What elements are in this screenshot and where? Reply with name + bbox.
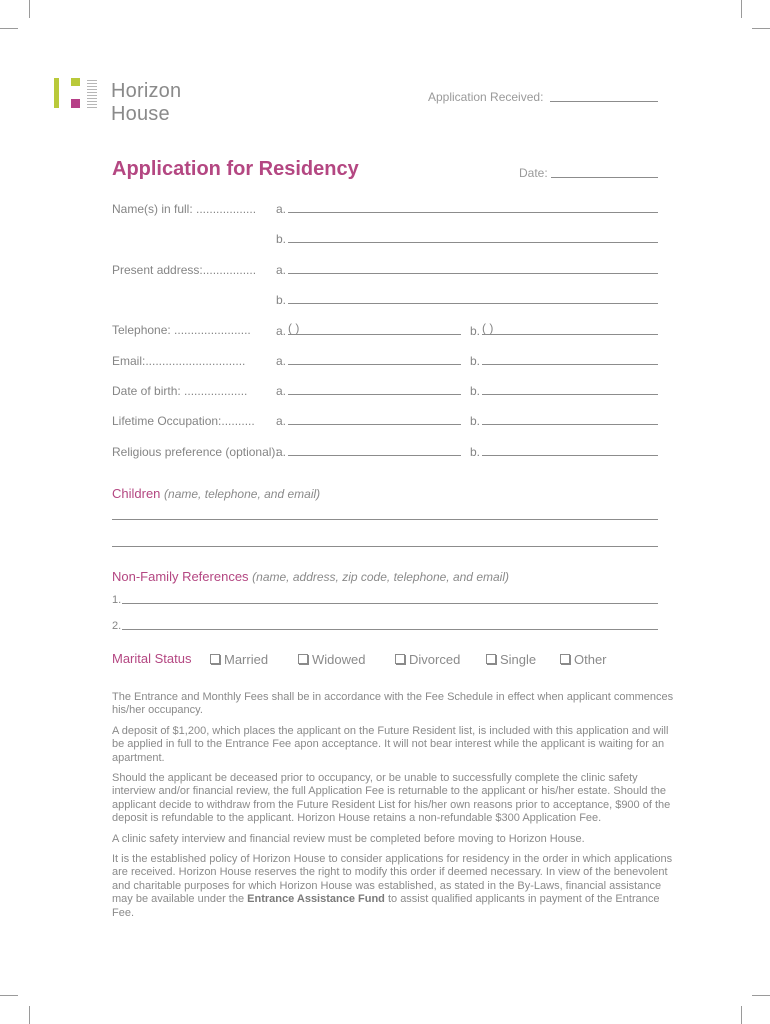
- religious-b-label: b.: [470, 445, 481, 459]
- email-a-label: a.: [276, 354, 287, 368]
- email-b-label: b.: [470, 354, 481, 368]
- refund-paragraph: Should the applicant be deceased prior to occupancy, or be unable to successfully complete the clinic safety interview and/or financial review, the full Application Fee is returnable to the applicant or his/her estate. Should the applicant decide to withdraw from the Future Resident List for his/her own reasons prior to acceptance, $900 of the deposit is refundable to the applicant. Horizon House retains a non-refundable $300 Application Fee.: [112, 772, 671, 825]
- names-a-label: a.: [276, 202, 287, 216]
- policy-paragraph: [112, 853, 682, 920]
- widowed-option[interactable]: [298, 652, 365, 667]
- policy-text-end: to assist qualified applicants in payment of the Entrance Fee.: [112, 893, 660, 919]
- email-a-field[interactable]: [288, 364, 461, 365]
- occupation-a-field[interactable]: [288, 424, 461, 425]
- religious-a-field[interactable]: [288, 455, 461, 456]
- email-b-field[interactable]: [482, 364, 658, 365]
- single-option[interactable]: [486, 652, 536, 667]
- divorced-option[interactable]: [395, 652, 460, 667]
- religious-label: Religious preference (optional):: [112, 445, 279, 459]
- children-note: (name, telephone, and email): [164, 487, 321, 501]
- names-label: Name(s) in full: ..................: [112, 202, 257, 216]
- telephone-b-area-code: ( ): [482, 321, 494, 335]
- brand-name: Horizon House: [111, 80, 182, 125]
- horizon-house-logo: [52, 76, 242, 125]
- references-title: Non-Family References: [112, 569, 249, 584]
- entrance-assistance-fund: Entrance Assistance Fund: [247, 893, 385, 906]
- date-label: Date:: [519, 166, 548, 180]
- fees-paragraph: The Entrance and Monthly Fees shall be in accordance with the Fee Schedule in effect when applicant commences his/her occupancy.: [112, 691, 674, 717]
- dob-b-field[interactable]: [482, 394, 658, 395]
- logo-striped-bar: [87, 78, 97, 108]
- telephone-b-field[interactable]: [482, 334, 658, 335]
- crop-mark-bottom-right-v: [741, 1006, 742, 1024]
- other-checkbox[interactable]: [560, 654, 570, 664]
- address-a-label: a.: [276, 263, 287, 277]
- form-title: Application for Residency: [112, 158, 359, 180]
- children-title: Children: [112, 486, 161, 501]
- divorced-checkbox[interactable]: [395, 654, 405, 664]
- telephone-a-label: a.: [276, 324, 287, 338]
- crop-mark-top-left-h: [0, 28, 18, 29]
- divorced-label: Divorced: [409, 652, 461, 667]
- deposit-paragraph: A deposit of $1,200, which places the applicant on the Future Resident list, is included with this application and will be applied in full to the Entrance Fee apon acceptance. It will not bear interest while the applicant is waiting for an apartment.: [112, 725, 669, 764]
- occupation-a-label: a.: [276, 414, 287, 428]
- marital-status-label: Marital Status: [112, 651, 192, 666]
- telephone-a-area-code: ( ): [288, 321, 300, 335]
- names-b-field[interactable]: [288, 242, 658, 243]
- crop-mark-top-right-h: [752, 28, 770, 29]
- crop-mark-bottom-left-v: [29, 1006, 30, 1024]
- logo-green-square: [71, 78, 80, 86]
- widowed-label: Widowed: [312, 652, 366, 667]
- reference-1-label: 1.: [112, 594, 122, 606]
- dob-a-field[interactable]: [288, 394, 461, 395]
- dob-label: Date of birth: ...................: [112, 384, 248, 398]
- telephone-label: Telephone: .......................: [112, 323, 251, 337]
- crop-mark-top-left-v: [29, 0, 30, 18]
- widowed-checkbox[interactable]: [298, 654, 308, 664]
- religious-b-field[interactable]: [482, 455, 658, 456]
- crop-mark-bottom-right-h: [752, 995, 770, 996]
- other-option[interactable]: [560, 652, 607, 667]
- children-field-2[interactable]: [112, 546, 658, 547]
- occupation-label: Lifetime Occupation:..........: [112, 414, 255, 428]
- dob-a-label: a.: [276, 384, 287, 398]
- crop-mark-bottom-left-h: [0, 995, 18, 996]
- reference-2-field[interactable]: [122, 629, 658, 630]
- married-label: Married: [224, 652, 269, 667]
- application-received-label: Application Received:: [428, 90, 544, 104]
- date-field[interactable]: [551, 177, 658, 178]
- address-b-field[interactable]: [288, 303, 658, 304]
- email-label: Email:..............................: [112, 354, 246, 368]
- married-option[interactable]: [210, 652, 268, 667]
- names-b-label: b.: [276, 232, 287, 246]
- dob-b-label: b.: [470, 384, 481, 398]
- single-checkbox[interactable]: [486, 654, 496, 664]
- occupation-b-label: b.: [470, 414, 481, 428]
- logo-magenta-square: [71, 99, 80, 108]
- married-checkbox[interactable]: [210, 654, 220, 664]
- present-address-label: Present address:................: [112, 263, 257, 277]
- telephone-b-label: b.: [470, 324, 481, 338]
- crop-mark-top-right-v: [741, 0, 742, 18]
- children-heading: [112, 486, 320, 501]
- reference-1-field[interactable]: [122, 603, 658, 604]
- other-label: Other: [574, 652, 607, 667]
- address-a-field[interactable]: [288, 273, 658, 274]
- policy-text-start: It is the established policy of Horizon House to consider applications for residency in the order in which applications are received. Horizon House reserves the right to modify this order if deemed necessary. In view of the benevolent and charitable purposes for which Horizon House was established, as stated in the By-Laws, financial assistance may be available under the: [112, 853, 673, 906]
- children-field-1[interactable]: [112, 519, 658, 520]
- logo-green-bar: [54, 78, 59, 108]
- telephone-a-field[interactable]: [288, 334, 461, 335]
- single-label: Single: [500, 652, 537, 667]
- references-note: (name, address, zip code, telephone, and email): [252, 570, 509, 584]
- occupation-b-field[interactable]: [482, 424, 658, 425]
- names-a-field[interactable]: [288, 212, 658, 213]
- reference-2-label: 2.: [112, 620, 122, 632]
- review-paragraph: A clinic safety interview and financial review must be completed before moving to Horizon House.: [112, 833, 585, 845]
- address-b-label: b.: [276, 293, 287, 307]
- application-received-field[interactable]: [550, 101, 658, 102]
- religious-a-label: a.: [276, 445, 287, 459]
- references-heading: [112, 569, 509, 584]
